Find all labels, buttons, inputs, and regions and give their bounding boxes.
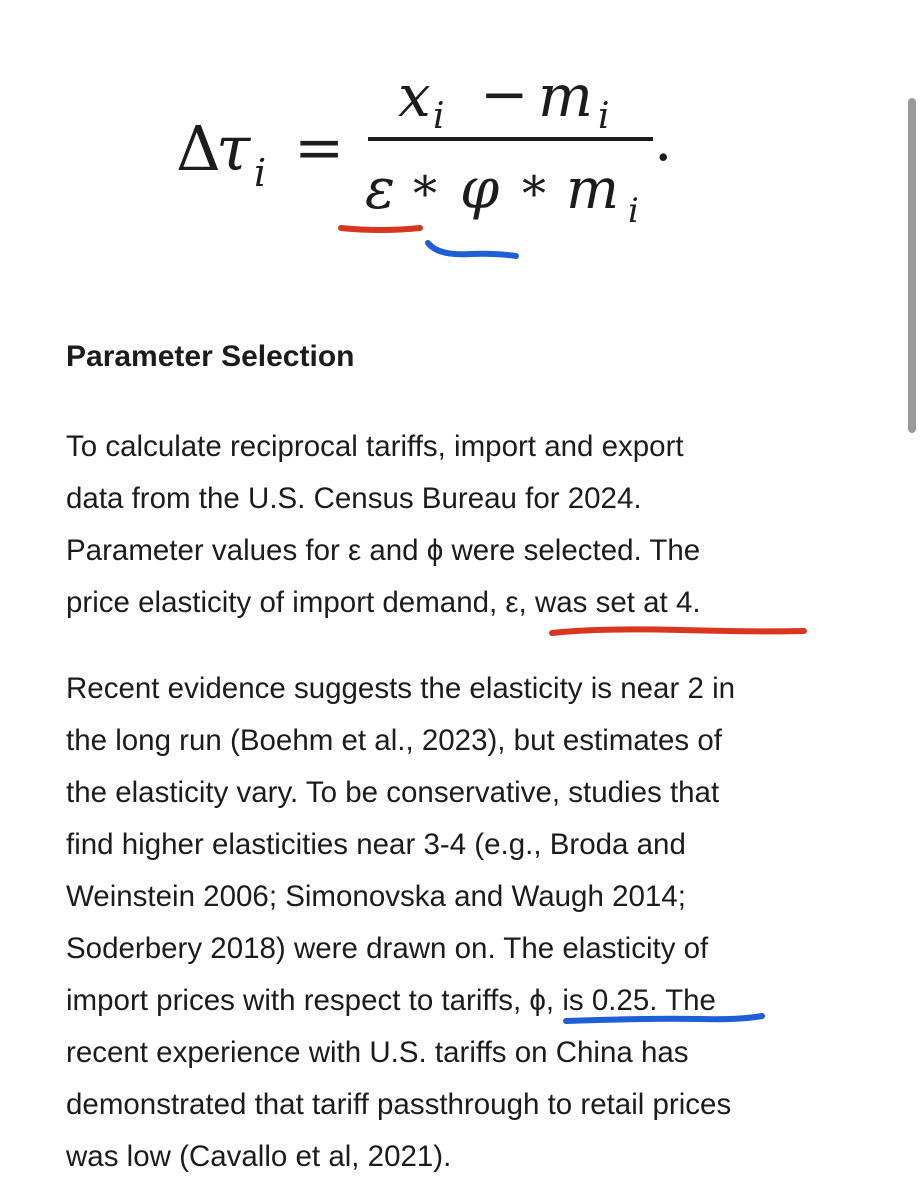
paragraph-1 <box>66 421 866 629</box>
formula-denominator-star-2: * <box>522 166 546 222</box>
paragraph-2-line-8: recent experience with U.S. tariffs on China has <box>66 1036 689 1069</box>
formula-svg <box>0 0 923 300</box>
formula-fraction-bar <box>368 137 653 141</box>
red-underline-epsilon-value <box>552 629 804 633</box>
formula-equals: = <box>294 113 345 183</box>
paragraph-2-line-10: was low (Cavallo et al, 2021). <box>66 1140 452 1173</box>
section-heading: Parameter Selection <box>66 340 355 373</box>
paragraph-1-line-3: Parameter values for ε and ϕ were selected. The <box>66 534 701 567</box>
paragraph-2-line-6: Soderbery 2018) were drawn on. The elasticity of <box>66 932 709 965</box>
red-underline-epsilon <box>341 228 420 230</box>
paragraph-1-line-1: To calculate reciprocal tariffs, import and export <box>66 430 684 463</box>
paragraph-2-line-5: Weinstein 2006; Simonovska and Waugh 2014; <box>66 880 686 913</box>
formula-delta: Δ <box>176 112 221 185</box>
formula-denominator-star-1: * <box>413 166 437 222</box>
paragraph-2-line-3: the elasticity vary. To be conservative, studies that <box>66 776 720 809</box>
formula-denominator-m: m <box>566 157 620 222</box>
formula-denominator-m-subscript: i <box>628 191 639 231</box>
paragraph-2-line-7: import prices with respect to tariffs, ϕ, is 0.25. The <box>66 984 716 1017</box>
formula-tau: τ <box>216 112 251 185</box>
paragraph-1-line-4: price elasticity of import demand, ε, was set at 4. <box>66 586 701 619</box>
paragraph-2-line-4: find higher elasticities near 3-4 (e.g., Broda and <box>66 828 686 861</box>
paragraph-2-line-1: Recent evidence suggests the elasticity is near 2 in <box>66 672 736 705</box>
paragraph-2-line-9: demonstrated that tariff passthrough to retail prices <box>66 1088 732 1121</box>
formula-numerator-x: x <box>398 62 431 130</box>
formula-denominator-phi: φ <box>460 157 500 222</box>
formula-tau-subscript: i <box>254 151 267 195</box>
scrollbar-thumb[interactable] <box>908 98 916 433</box>
paragraph-1-line-2: data from the U.S. Census Bureau for 2024. <box>66 482 642 515</box>
formula-numerator-m: m <box>538 62 593 130</box>
blue-underline-phi <box>428 243 516 256</box>
tariff-formula <box>0 0 923 300</box>
formula-denominator-epsilon: ε <box>365 157 396 222</box>
formula-numerator-x-subscript: i <box>433 96 445 137</box>
formula-numerator-minus: − <box>480 60 529 128</box>
formula-numerator-m-subscript: i <box>598 96 610 137</box>
paragraph-2-line-2: the long run (Boehm et al., 2023), but estimates of <box>66 724 722 757</box>
formula-period: . <box>654 106 673 174</box>
paragraph-2 <box>66 663 866 1183</box>
